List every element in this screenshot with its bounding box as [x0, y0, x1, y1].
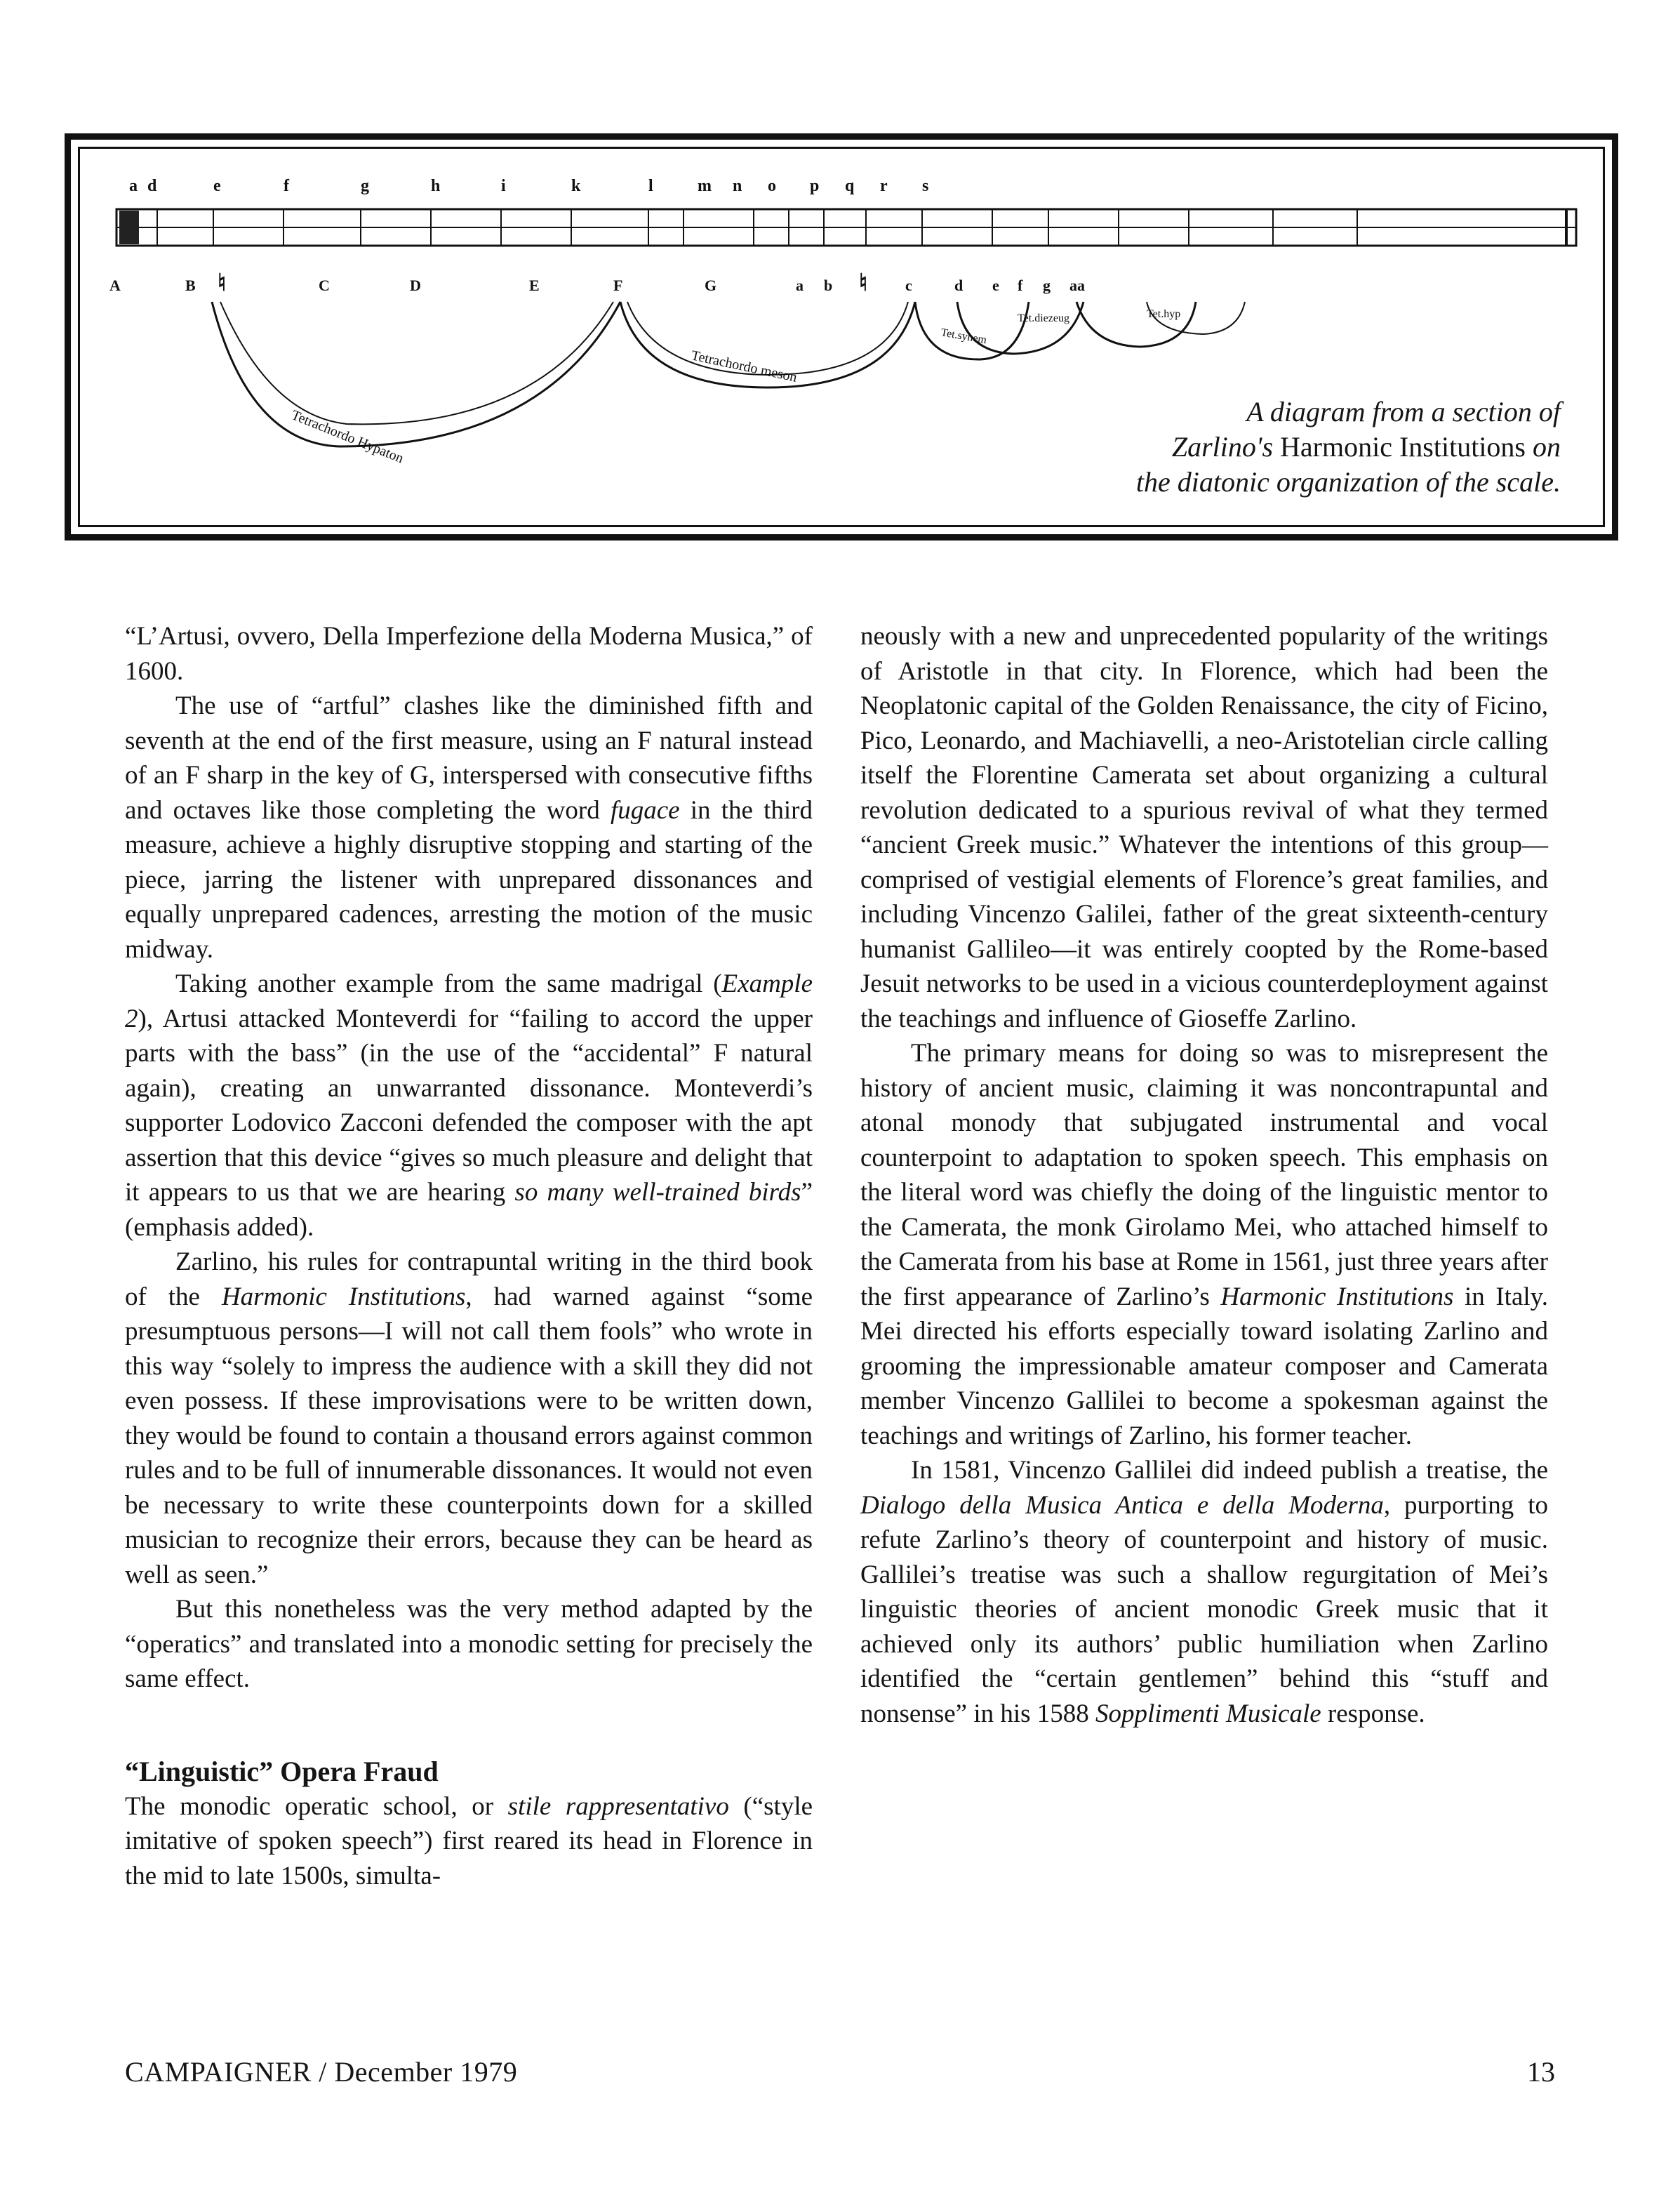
- paragraph: neously with a new and unprecedented popularity of the writings of Aristotle in that city. In Florence, which had been the Neoplatonic capital of the Golden Renaissance, the city of Ficino, Pico, Leonardo, and Machiavelli, a neo-Aristotelian circle calling itself the Florentine Camerata set about organizing a cultural revolution dedicated to a spurious revival of what they termed “ancient Greek music.” Whatever the intentions of this group—comprised of vestigial elements of Florence’s great families, and including Vincenzo Galilei, father of the great sixteenth-century humanist Gallileo—it was entirely coopted by the Rome-based Jesuit networks to be used in a vicious counterdeployment against the teachings and influence of Gioseffe Zarlino.: [860, 622, 1548, 1033]
- arc-label-hypaton: Tetrachordo Hypaton: [289, 407, 406, 467]
- bottom-letter: c: [905, 277, 912, 294]
- top-letter: k: [571, 177, 581, 195]
- bottom-letter: A: [109, 277, 121, 294]
- top-letter-row: [129, 177, 928, 195]
- arc-hypaton: [212, 302, 620, 446]
- caption-author: Zarlino's: [1171, 431, 1274, 463]
- top-letter: l: [648, 177, 653, 195]
- bottom-letter-row: [109, 270, 1085, 296]
- top-letter: r: [880, 177, 888, 195]
- arc-diezeug: [957, 302, 1084, 354]
- bottom-letter: g: [1043, 277, 1051, 294]
- top-letter: d: [147, 177, 157, 195]
- arc-synem: [915, 302, 1029, 359]
- caption-on: on: [1533, 431, 1561, 463]
- top-letter: n: [733, 177, 742, 195]
- paragraph: Zarlino, his rules for contrapuntal writing in the third book of the Harmonic Institutions, had warned against “some presumptuous persons—I will not call them fools” who wrote in this way “solely to impress the audience with a skill they did not even possess. If these improvisations were to be written down, they would be found to contain a thousand errors against common rules and to be full of innumerable dissonances. It would not even be necessary to write these counterpoints down for a skilled musician to recognize their errors, because they can be heard as well as seen.”: [125, 1247, 813, 1589]
- caption-line-2: [1084, 430, 1561, 465]
- bottom-letter: f: [1018, 277, 1023, 294]
- top-letter: f: [284, 177, 289, 195]
- footer-publication: CAMPAIGNER / December 1979: [125, 2056, 518, 2088]
- arc-label-hyp: Tet.hyp: [1147, 308, 1181, 320]
- paragraph: The monodic operatic school, or stile rappresentativo (“style imitative of spoken speech”) first reared its head in Florence in the mid to late 1500s, simulta-: [125, 1791, 813, 1890]
- bottom-letter: E: [529, 277, 540, 294]
- paragraph: Taking another example from the same madrigal (Example 2), Artusi attacked Monteverdi for “failing to accord the upper parts with the bass” (in the use of the “accidental” F natural again), creating an unwarranted dissonance. Monteverdi’s supporter Lodovico Zacconi defended the composer with the apt assertion that this device “gives so much pleasure and delight that it appears to us that we are hearing so many well-trained birds” (emphasis added).: [125, 969, 813, 1242]
- paragraph: The primary means for doing so was to misrepresent the history of ancient music, claiming it was noncontrapuntal and atonal monody that subjugated instrumental and vocal counterpoint to adaptation to spoken speech. This emphasis on the literal word was chiefly the doing of the linguistic mentor to the Camerata, the monk Girolamo Mei, who attached himself to the Camerata from his base at Rome in 1561, just three years after the first appearance of Zarlino’s Harmonic Institutions in Italy. Mei directed his efforts especially toward isolating Zarlino and grooming the impressionable amateur composer and Camerata member Vincenzo Gallilei to become a spokesman against the teachings and writings of Zarlino, his former teacher.: [860, 1039, 1549, 1450]
- top-letter: a: [129, 177, 138, 195]
- top-letter: o: [768, 177, 776, 195]
- figure-frame: [65, 133, 1618, 541]
- emphasis: Example 2: [125, 969, 813, 1033]
- arc-labels: [289, 308, 1180, 466]
- bottom-letter: b: [824, 277, 833, 294]
- paragraph: But this nonetheless was the very method adapted by the “operatics” and translated into a monodic setting for precisely the same effect.: [125, 1595, 813, 1693]
- emphasis: Sopplimenti Musicale: [1095, 1699, 1321, 1728]
- bottom-letter: a: [796, 277, 804, 294]
- emphasis: fugace: [610, 795, 680, 825]
- emphasis: Dialogo della Musica Antica e della Moderna: [860, 1490, 1384, 1520]
- caption-line-3: the diatonic organization of the scale.: [1135, 466, 1561, 498]
- emphasis: Harmonic Institutions: [221, 1282, 466, 1311]
- top-letter: m: [698, 177, 712, 195]
- top-letter: q: [845, 177, 855, 195]
- emphasis: stile rappresentativo: [507, 1791, 729, 1821]
- paragraph: The use of “artful” clashes like the diminished fifth and seventh at the end of the first measure, using an F natural instead of an F sharp in the key of G, interspersed with consecutive fifths and octaves like those completing the word fugace in the third measure, achieve a highly disruptive stopping and starting of the piece, jarring the listener with unprepared dissonances and equally unprepared cadences, arresting the motion of the music midway.: [125, 691, 813, 964]
- bottom-letter: D: [410, 277, 421, 294]
- paragraph: “L’Artusi, ovvero, Della Imperfezione della Moderna Musica,” of 1600.: [125, 622, 813, 686]
- arc-label-meson: Tetrachordo meson: [689, 347, 799, 385]
- top-letter: p: [810, 177, 820, 195]
- top-letter: g: [361, 177, 369, 195]
- top-letter: h: [431, 177, 441, 195]
- natural-sign-icon: ♮: [218, 270, 227, 296]
- bottom-letter: G: [705, 277, 717, 294]
- top-letter: s: [922, 177, 929, 195]
- arc-label-synem: Tet.synem: [940, 326, 988, 347]
- figure-inner-border: [78, 147, 1605, 527]
- bottom-letter: aa: [1069, 277, 1085, 294]
- page-number: 13: [1527, 2056, 1555, 2088]
- bottom-letter: d: [954, 277, 964, 294]
- top-letter: e: [213, 177, 221, 195]
- figure-caption: [1084, 394, 1561, 500]
- arc-label-diezeug: Tet.diezeug: [1018, 312, 1069, 324]
- bottom-letter: e: [992, 277, 999, 294]
- staff-clef-block: [119, 211, 139, 244]
- section-heading: “Linguistic” Opera Fraud: [125, 1755, 439, 1787]
- top-letter: i: [501, 177, 506, 195]
- paragraph: In 1581, Vincenzo Gallilei did indeed publish a treatise, the Dialogo della Musica Antica e della Moderna, purporting to refute Zarlino’s theory of counterpoint and history of music. Gallilei’s treatise was such a shallow regurgitation of Mei’s linguistic theories of ancient monodic Greek music that it achieved only its authors’ public humiliation when Zarlino identified the “certain gentlemen” behind this “stuff and nonsense” in his 1588 Sopplimenti Musicale response.: [860, 1456, 1548, 1728]
- bottom-letter: F: [613, 277, 623, 294]
- caption-line-1: A diagram from a section of: [1246, 396, 1561, 427]
- emphasis: so many well-trained birds: [514, 1178, 801, 1207]
- left-column: [125, 619, 813, 1893]
- bottom-letter: C: [319, 277, 330, 294]
- caption-work-title: Harmonic Institutions: [1280, 431, 1526, 463]
- bottom-letter: B: [185, 277, 196, 294]
- right-column: [860, 619, 1548, 1731]
- emphasis: Harmonic Institutions: [1220, 1282, 1454, 1311]
- natural-sign-icon: ♮: [859, 270, 868, 296]
